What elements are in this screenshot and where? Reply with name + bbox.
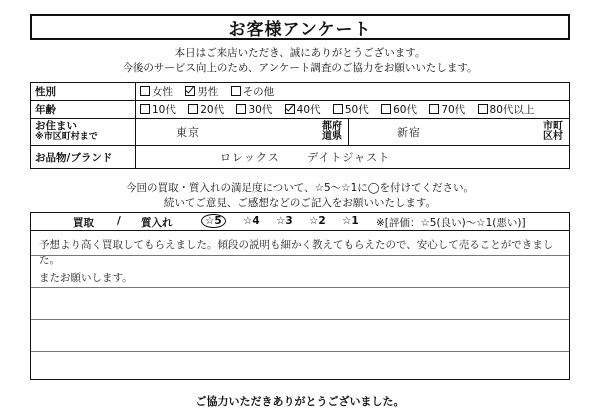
intro-line-2: 今後のサービス向上のため、アンケート調査のご協力をお願いいたします。 [122,62,478,74]
age-row [31,101,570,119]
gender-option-female[interactable]: 女性 [140,84,173,99]
age-option-20s[interactable]: 20代 [188,102,224,117]
rating-divider [31,230,569,231]
comment-line-2[interactable]: またお願いします。 [39,272,133,284]
rating-star-1[interactable]: ☆1 [342,215,359,227]
type-pawn[interactable]: 質入れ [141,217,173,229]
comment-rule [31,319,569,320]
rating-star-2[interactable]: ☆2 [309,215,326,227]
city-suffix: 市町 区村 [543,121,563,142]
gender-options [136,83,570,101]
gender-label: 性別 [31,83,136,101]
checkbox[interactable] [231,86,241,96]
rating-row [31,213,569,230]
city-value[interactable]: 新宿 [397,126,421,139]
checkbox-checked[interactable] [285,104,295,114]
age-option-80s-plus[interactable]: 80代以上 [478,102,535,117]
gender-row [31,83,570,101]
age-option-50s[interactable]: 50代 [333,102,369,117]
checkbox[interactable] [381,104,391,114]
satisfaction-instruction-2: 続いてご意見、ご感想などのご記入をお願いいたします。 [163,197,437,209]
checkbox[interactable] [333,104,343,114]
rating-star-5-selected[interactable]: ☆5 [201,214,226,228]
comment-box [30,212,570,380]
checkbox[interactable] [140,104,150,114]
comment-rule [31,255,569,256]
rating-star-4[interactable]: ☆4 [243,215,260,227]
checkbox[interactable] [140,86,150,96]
address-fields [136,119,570,146]
satisfaction-instruction-1: 今回の買取・質入れの満足度について、☆5〜☆1に◯を付けてください。 [125,182,475,194]
address-label-cell [31,119,136,146]
comment-rule [31,287,569,288]
address-sublabel: ※市区町村まで [35,132,98,142]
rating-star-3[interactable]: ☆3 [276,215,293,227]
age-option-60s[interactable]: 60代 [381,102,417,117]
age-options [136,101,570,119]
gender-option-other[interactable]: その他 [231,84,275,99]
address-row [31,119,570,146]
type-separator: / [117,215,121,227]
checkbox[interactable] [429,104,439,114]
intro-line-1: 本日はご来店いただき、誠にありがとうございます。 [174,47,426,59]
item-field [136,146,570,169]
type-buy-selected[interactable]: 買取 [73,217,94,229]
age-option-30s[interactable]: 30代 [236,102,272,117]
thank-you-footer: ご協力いただきありがとうございました。 [195,395,405,408]
checkbox[interactable] [478,104,488,114]
age-label: 年齢 [31,101,136,119]
rating-legend: ※[評価：☆5(良い)〜☆1(悪い)] [376,217,526,229]
address-label: お住まい [35,120,77,132]
item-label: お品物/ブランド [31,146,136,169]
item-brand-value[interactable]: ロレックス [220,151,280,164]
item-model-value[interactable]: デイトジャスト [307,151,391,164]
comment-line-1[interactable]: 予想より高く買取してもらえました。傾段の説明も細かく教えてもらえたので、安心して売ることができました。 [39,239,554,266]
age-option-40s[interactable]: 40代 [285,102,321,117]
checkbox[interactable] [236,104,246,114]
survey-title: お客様アンケート [30,14,570,40]
prefecture-suffix: 都府 道県 [322,121,342,142]
age-option-70s[interactable]: 70代 [429,102,465,117]
checkbox[interactable] [188,104,198,114]
gender-option-male[interactable]: 男性 [185,84,218,99]
prefecture-value[interactable]: 東京 [176,126,200,139]
survey-form-table [30,82,570,169]
checkbox-checked[interactable] [185,86,195,96]
age-option-10s[interactable]: 10代 [140,102,176,117]
comment-rule [31,351,569,352]
item-row [31,146,570,169]
